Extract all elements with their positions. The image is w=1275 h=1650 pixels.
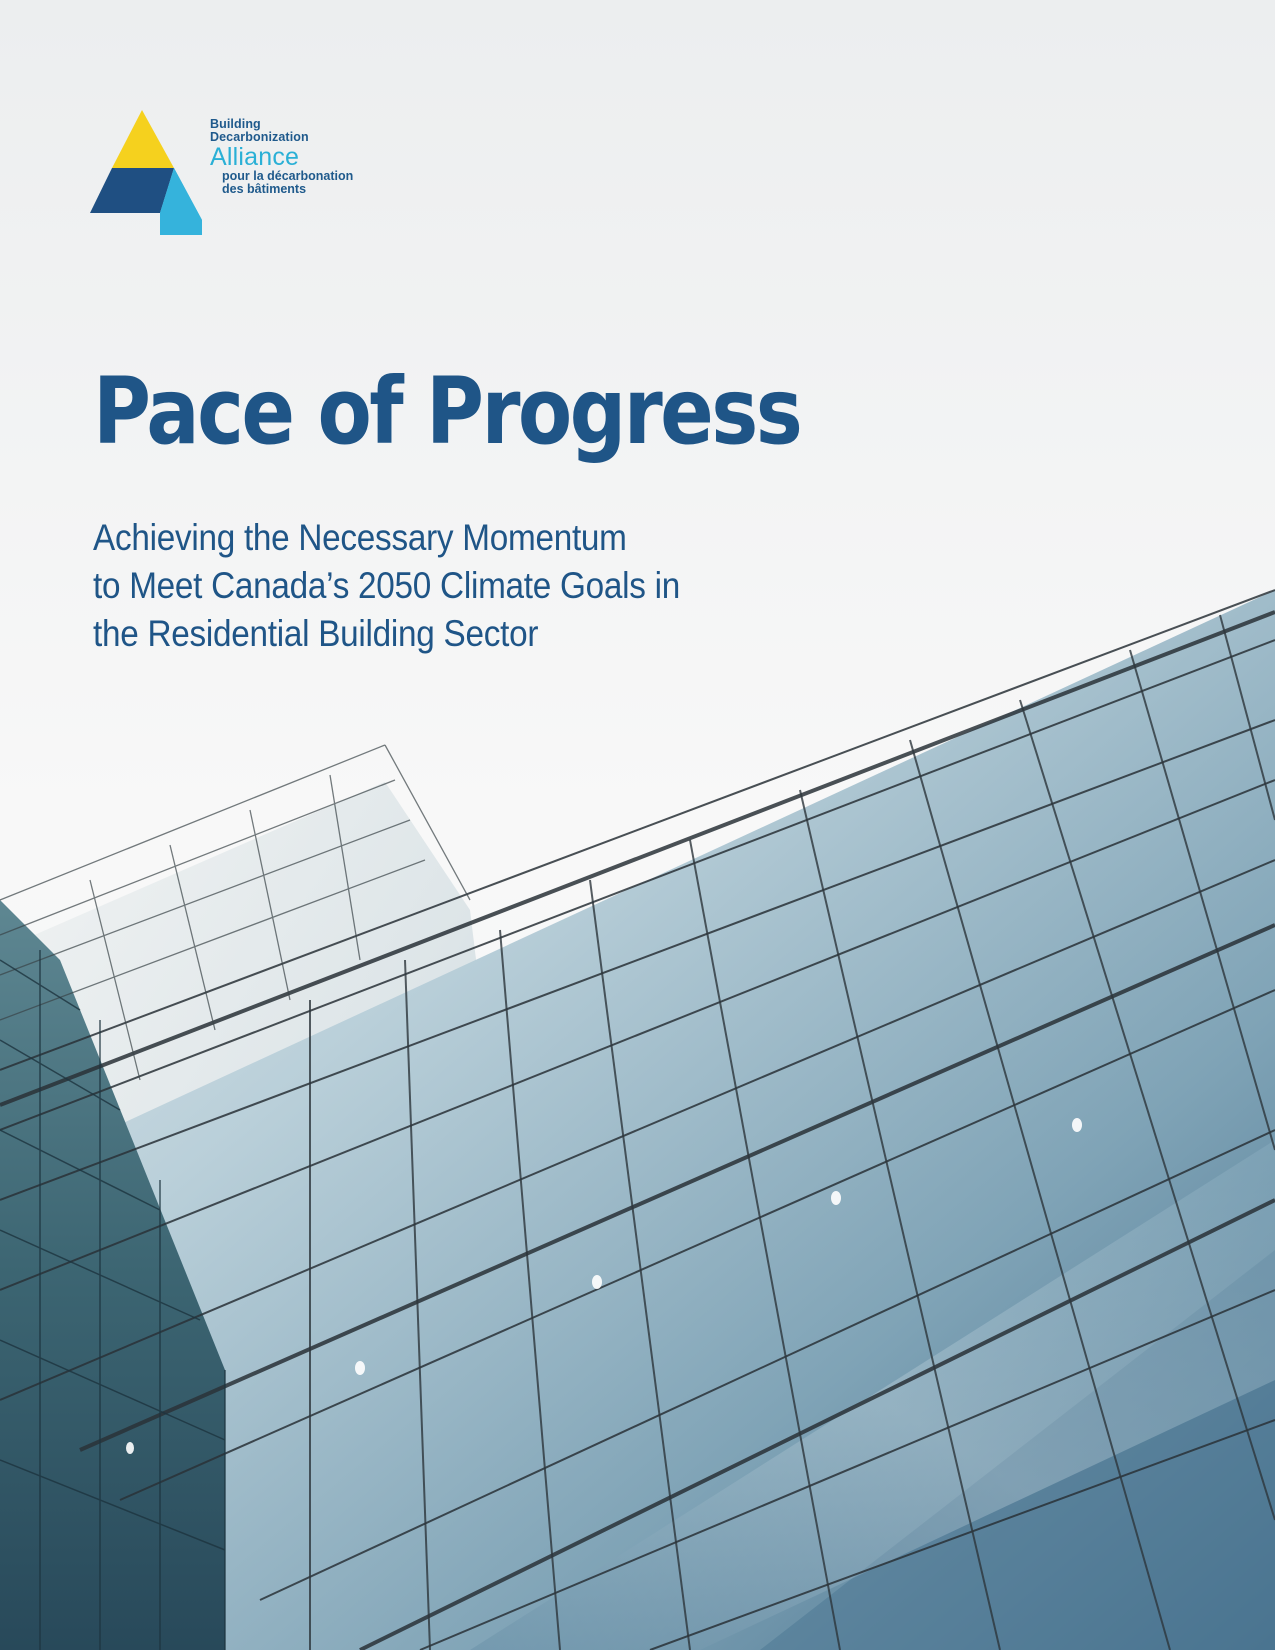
logo-text-decarbonization: Decarbonization	[210, 130, 309, 144]
bda-logo	[90, 110, 390, 235]
page-subtitle	[93, 514, 680, 658]
logo-text-french-line1: pour la décarbonation	[222, 169, 354, 183]
subtitle-line: to Meet Canada’s 2050 Climate Goals in	[93, 565, 681, 606]
logo-text-building: Building	[210, 117, 261, 131]
logo-triangle-icon	[90, 110, 210, 235]
logo-text-alliance: Alliance	[210, 143, 300, 171]
subtitle-line: Achieving the Necessary Momentum	[93, 517, 627, 558]
logo-text-french-line2: des bâtiments	[222, 182, 307, 196]
subtitle-line: the Residential Building Sector	[93, 613, 539, 654]
page-title: Pace of Progress	[93, 358, 801, 465]
